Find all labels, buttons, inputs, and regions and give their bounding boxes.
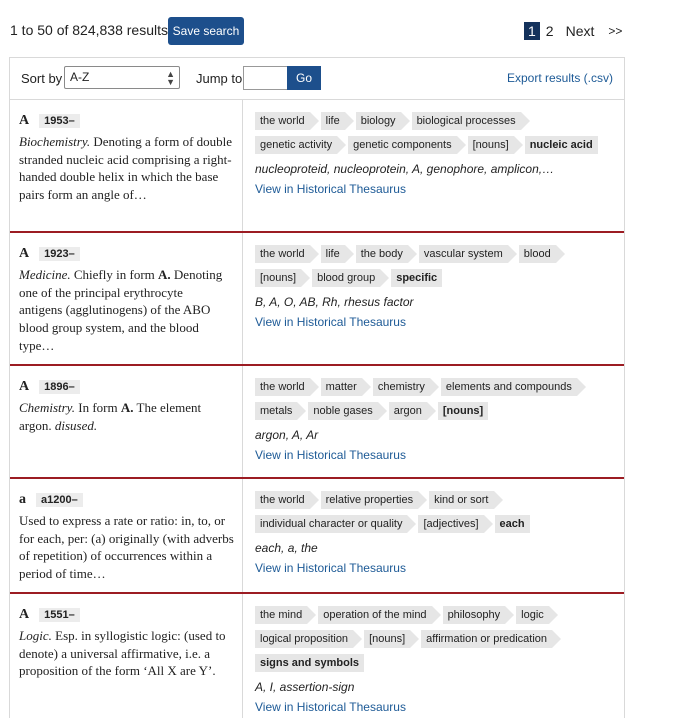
definition: Chemistry. In form A. The element argon. disused. (19, 400, 202, 433)
category-chip[interactable]: the world (255, 378, 310, 396)
category-chip[interactable]: chemistry (373, 378, 430, 396)
category-chip[interactable]: life (321, 245, 345, 263)
category-chip[interactable]: [nouns] (255, 269, 301, 287)
result-entry (10, 592, 624, 718)
category-chip-current[interactable]: each (495, 515, 530, 533)
headword-link[interactable]: A (19, 113, 30, 128)
category-chip[interactable]: biological processes (412, 112, 521, 130)
subject-label: Biochemistry. (19, 134, 91, 149)
view-historical-thesaurus-link[interactable]: View in Historical Thesaurus (255, 448, 406, 462)
thesaurus-path (255, 491, 617, 575)
results-count: 1 to 50 of 824,838 results (10, 22, 168, 38)
category-chip[interactable]: the body (356, 245, 408, 263)
category-chip[interactable]: affirmation or predication (421, 630, 552, 648)
category-chip[interactable]: biology (356, 112, 401, 130)
page-2-link[interactable]: 2 (545, 23, 554, 39)
category-chip[interactable]: life (321, 112, 345, 130)
thesaurus-path (255, 245, 617, 329)
category-chip[interactable]: the world (255, 491, 310, 509)
subject-label: Medicine. (19, 267, 71, 282)
definition: Biochemistry. Denoting a form of double stranded nucleic acid comprising a right-handed double helix in which the base pairs form an angle of… (19, 134, 233, 203)
category-chips (255, 245, 617, 293)
category-chips (255, 491, 617, 539)
jump-input[interactable] (243, 66, 288, 90)
entry-head (19, 246, 234, 262)
thesaurus-path (255, 378, 617, 462)
category-chips (255, 606, 617, 678)
sort-select[interactable] (64, 66, 180, 89)
category-chip[interactable]: relative properties (321, 491, 418, 509)
headword-link[interactable]: A (19, 607, 30, 622)
entry-summary (10, 594, 243, 718)
category-chip[interactable]: vascular system (419, 245, 508, 263)
current-page: 1 (524, 22, 540, 40)
category-chip[interactable]: philosophy (443, 606, 506, 624)
last-page-link[interactable]: >> (608, 24, 623, 38)
category-chip[interactable]: [nouns] (364, 630, 410, 648)
entry-head (19, 113, 234, 129)
category-chip[interactable]: metals (255, 402, 297, 420)
view-historical-thesaurus-link[interactable]: View in Historical Thesaurus (255, 315, 406, 329)
category-chip[interactable]: the world (255, 112, 310, 130)
view-historical-thesaurus-link[interactable]: View in Historical Thesaurus (255, 700, 406, 714)
definition: Medicine. Chiefly in form A. Denoting one of the principal erythrocyte antigens (agglutinogens) of the ABO blood group system, and the blood type… (19, 267, 223, 353)
category-chip[interactable]: genetic components (348, 136, 456, 154)
date-badge: 1923– (39, 247, 80, 261)
headword-link[interactable]: a (19, 492, 26, 507)
category-chip[interactable]: [nouns] (468, 136, 514, 154)
category-chip[interactable]: blood group (312, 269, 380, 287)
category-chip-current[interactable]: nucleic acid (525, 136, 598, 154)
results-header (0, 0, 690, 58)
entry-summary (10, 100, 243, 231)
pagination (524, 22, 622, 40)
definition: Logic. Esp. in syllogistic logic: (used to denote) a universal affirmative, i.e. a proposition of the form ‘All X are Y’. (19, 628, 226, 679)
view-historical-thesaurus-link[interactable]: View in Historical Thesaurus (255, 182, 406, 196)
category-chip[interactable]: matter (321, 378, 362, 396)
headword-link[interactable]: A (19, 246, 30, 261)
results-panel (9, 57, 625, 718)
category-chip-current[interactable]: [nouns] (438, 402, 488, 420)
entry-summary (10, 366, 243, 477)
entry-summary (10, 233, 243, 364)
category-chip[interactable]: the world (255, 245, 310, 263)
synonyms: B, A, O, AB, Rh, rhesus factor (255, 295, 414, 309)
save-search-button[interactable]: Save search (168, 17, 244, 45)
result-entry (10, 364, 624, 477)
category-chip-current[interactable]: specific (391, 269, 442, 287)
category-chip[interactable]: elements and compounds (441, 378, 577, 396)
chevron-updown-icon: ▲ ▼ (166, 69, 175, 87)
date-badge: 1551– (39, 608, 80, 622)
result-entry (10, 100, 624, 231)
date-badge: 1896– (39, 380, 80, 394)
category-chips (255, 378, 617, 426)
category-chip[interactable]: logical proposition (255, 630, 353, 648)
category-chip[interactable]: kind or sort (429, 491, 493, 509)
category-chip[interactable]: genetic activity (255, 136, 337, 154)
category-chip[interactable]: [adjectives] (418, 515, 483, 533)
category-chip[interactable]: logic (516, 606, 549, 624)
category-chips (255, 112, 617, 160)
category-chip-current[interactable]: signs and symbols (255, 654, 364, 672)
definition: Used to express a rate or ratio: in, to, or for each, per: (a) originally (with adverbs of repetition) of occurrences within a period of time… (19, 513, 234, 582)
entry-head (19, 379, 234, 395)
thesaurus-path (255, 606, 617, 714)
entry-summary (10, 479, 243, 592)
category-chip[interactable]: argon (389, 402, 427, 420)
sort-value: A-Z (70, 70, 90, 84)
category-chip[interactable]: individual character or quality (255, 515, 407, 533)
results-controls (10, 58, 624, 100)
entry-head (19, 607, 234, 623)
synonyms: each, a, the (255, 541, 318, 555)
go-button[interactable]: Go (287, 66, 321, 90)
subject-label: Logic. (19, 628, 52, 643)
next-page-link[interactable]: Next (565, 23, 595, 39)
sort-label: Sort by (21, 71, 63, 86)
synonyms: argon, A, Ar (255, 428, 319, 442)
headword-link[interactable]: A (19, 379, 30, 394)
category-chip[interactable]: noble gases (308, 402, 377, 420)
result-entry (10, 477, 624, 592)
category-chip[interactable]: the mind (255, 606, 307, 624)
result-entry (10, 231, 624, 364)
date-badge: 1953– (39, 114, 80, 128)
thesaurus-path (255, 112, 617, 196)
entry-head (19, 492, 234, 508)
category-chip[interactable]: operation of the mind (318, 606, 431, 624)
jump-label: Jump to (196, 71, 243, 86)
synonyms: nucleoproteid, nucleoprotein, A, genophore, amplicon,… (255, 162, 555, 176)
category-chip[interactable]: blood (519, 245, 556, 263)
date-badge: a1200– (36, 493, 83, 507)
export-results-link[interactable]: Export results (.csv) (506, 71, 613, 85)
synonyms: A, I, assertion-sign (255, 680, 355, 694)
view-historical-thesaurus-link[interactable]: View in Historical Thesaurus (255, 561, 406, 575)
subject-label: Chemistry. (19, 400, 75, 415)
